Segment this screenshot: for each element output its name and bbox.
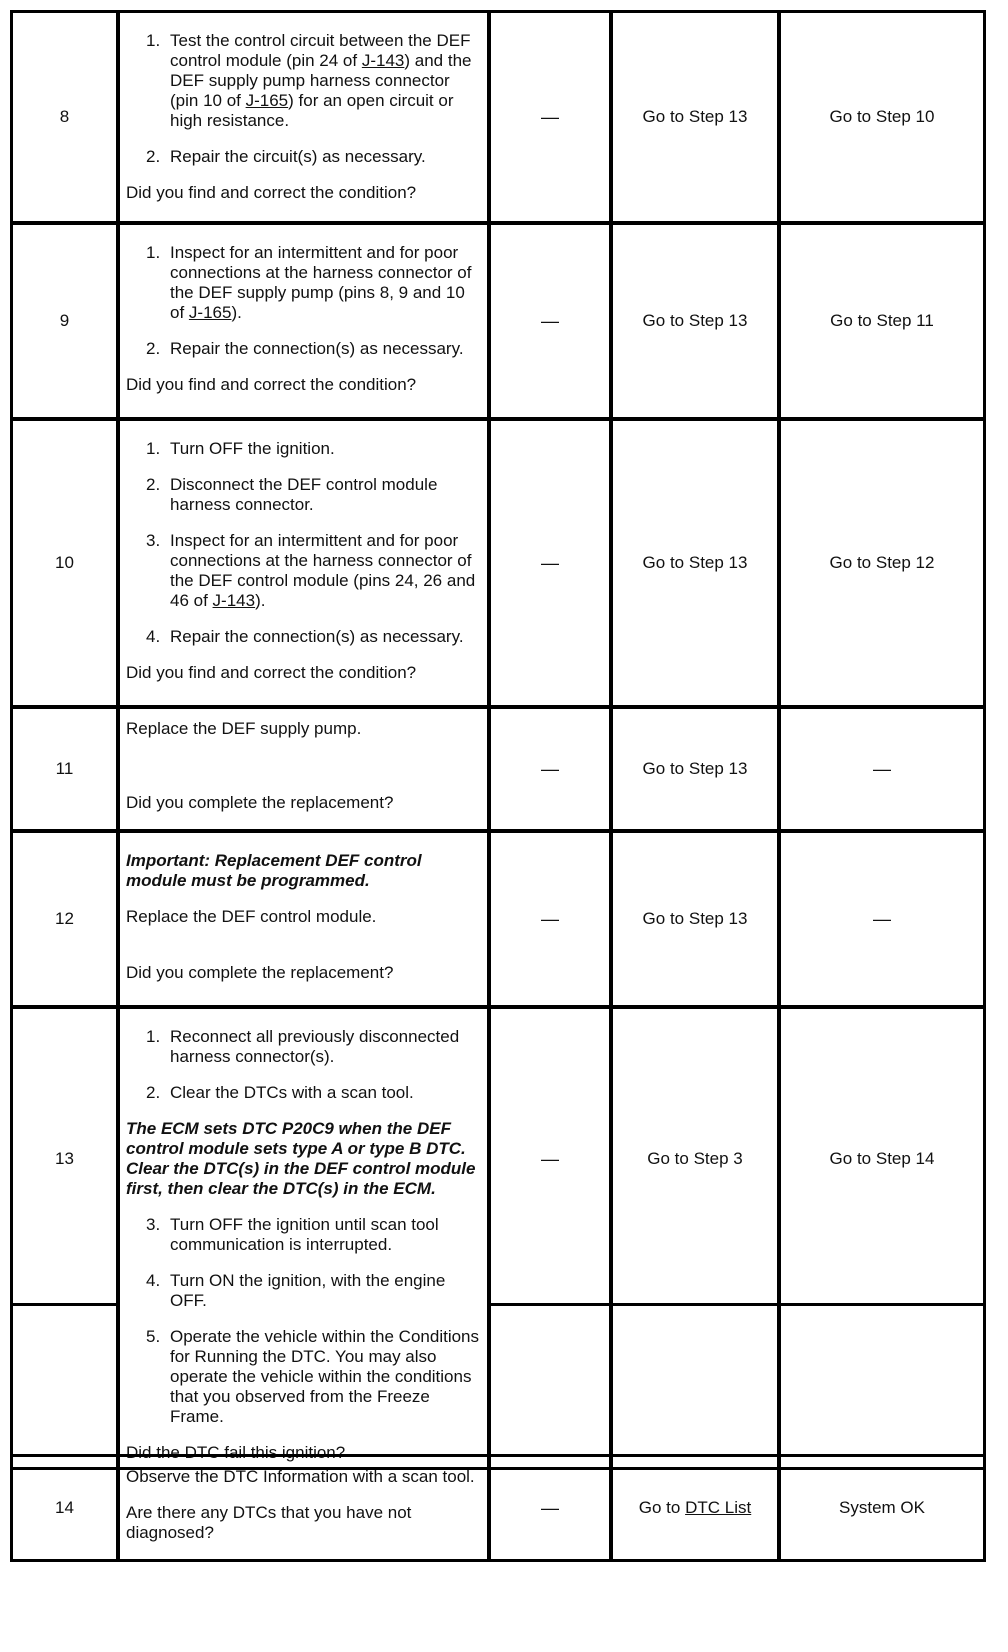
step-number: 9 <box>10 222 119 420</box>
action-cell <box>117 830 490 1008</box>
no-cell: Go to Step 10 <box>778 10 986 224</box>
yes-cell: Go to Step 13 <box>610 10 780 224</box>
question-text: Did you complete the replacement? <box>126 963 394 982</box>
table-row-step-10 <box>10 418 986 708</box>
row-split-line <box>10 1303 119 1306</box>
list-item: 1. Turn OFF the ignition. <box>146 439 335 458</box>
no-cell: System OK <box>778 1454 986 1562</box>
list-item: 2. Clear the DTCs with a scan tool. <box>146 1083 414 1102</box>
no-cell: Go to Step 14 <box>778 1006 986 1470</box>
list-item: 5. Operate the vehicle within the Conditions for Running the DTC. You may also operate the vehicle within the conditions that you observed from the Freeze Frame. <box>146 1327 480 1426</box>
value-cell: — <box>488 706 612 832</box>
dtc-list-link[interactable]: DTC List <box>685 1498 752 1517</box>
yes-cell: Go to Step 3 <box>610 1006 780 1470</box>
no-cell: Go to Step 11 <box>778 222 986 420</box>
action-cell <box>117 706 490 832</box>
question-text: Are there any DTCs that you have not diagnosed? <box>126 1503 412 1542</box>
yes-cell: Go to Step 13 <box>610 418 780 708</box>
ecm-note: The ECM sets DTC P20C9 when the DEF control module sets type A or type B DTC. Clear the DTC(s) in the DEF control module first, then clear the DTC(s) in the ECM. <box>126 1119 476 1198</box>
instruction-text: Replace the DEF control module. <box>126 907 377 926</box>
list-item: 2. Disconnect the DEF control module harness connector. <box>146 475 438 514</box>
connector-link-j165[interactable]: J-165 <box>188 303 232 322</box>
yes-cell: Go to Step 13 <box>610 830 780 1008</box>
row-split-line <box>488 1303 986 1306</box>
list-item: 4. Repair the connection(s) as necessary. <box>146 627 464 646</box>
yes-cell: Go to Step 13 <box>610 222 780 420</box>
value-cell: — <box>488 830 612 1008</box>
action-cell <box>117 1006 490 1470</box>
list-item: 3. Turn OFF the ignition until scan tool communication is interrupted. <box>146 1215 439 1254</box>
yes-cell: Go to Step 13 <box>610 706 780 832</box>
no-cell: Go to Step 12 <box>778 418 986 708</box>
connector-link-j143[interactable]: J-143 <box>212 591 256 610</box>
value-cell: — <box>488 1006 612 1470</box>
action-cell <box>117 418 490 708</box>
value-cell: — <box>488 10 612 224</box>
question-text: Did you complete the replacement? <box>126 793 394 812</box>
step-cell <box>10 1006 119 1470</box>
action-cell <box>117 1454 490 1562</box>
list-item: 2. Repair the circuit(s) as necessary. <box>146 147 426 166</box>
diagnostic-table <box>10 10 986 1646</box>
no-cell: — <box>778 830 986 1008</box>
important-note: Important: Replacement DEF control module must be programmed. <box>126 851 422 890</box>
table-row-step-9 <box>10 222 986 420</box>
table-row-step-12 <box>10 830 986 1008</box>
step-number: 8 <box>10 10 119 224</box>
yes-cell: Go to DTC List <box>610 1454 780 1562</box>
question-text: Did you find and correct the condition? <box>126 663 417 682</box>
connector-link-j143[interactable]: J-143 <box>361 51 405 70</box>
value-cell: — <box>488 418 612 708</box>
instruction-text: Replace the DEF supply pump. <box>126 719 362 738</box>
list-item: 4. Turn ON the ignition, with the engine OFF. <box>146 1271 446 1310</box>
value-cell: — <box>488 222 612 420</box>
list-item: 1. Inspect for an intermittent and for poor connections at the harness connector of the DEF supply pump (pins 8, 9 and 10 of J-165). <box>146 243 472 322</box>
list-item: 1. Reconnect all previously disconnected harness connector(s). <box>146 1027 460 1066</box>
table-row-step-11 <box>10 706 986 832</box>
step-number: 14 <box>10 1454 119 1562</box>
step-number: 13 <box>55 1149 74 1168</box>
step-number: 10 <box>10 418 119 708</box>
list-item: 1. Test the control circuit between the DEF control module (pin 24 of J-143) and the DEF supply pump harness connector (pin 10 of J-165) for an open circuit or high resistance. <box>146 31 472 130</box>
action-cell <box>117 10 490 224</box>
connector-link-j165[interactable]: J-165 <box>245 91 289 110</box>
list-item: 3. Inspect for an intermittent and for poor connections at the harness connector of the DEF control module (pins 24, 26 and 46 of J-143). <box>146 531 476 610</box>
action-cell <box>117 222 490 420</box>
step-number: 11 <box>10 706 119 832</box>
no-cell: — <box>778 706 986 832</box>
step-number: 12 <box>10 830 119 1008</box>
table-row-step-14 <box>10 1454 986 1562</box>
value-cell: — <box>488 1454 612 1562</box>
question-text: Did you find and correct the condition? <box>126 375 417 394</box>
question-text: Did the DTC fail this ignition? <box>126 1443 346 1462</box>
list-item: 2. Repair the connection(s) as necessary. <box>146 339 464 358</box>
table-row-step-8 <box>10 10 986 224</box>
question-text: Did you find and correct the condition? <box>126 183 417 202</box>
table-row-step-13 <box>10 1006 986 1470</box>
instruction-text: Observe the DTC Information with a scan tool. <box>126 1467 475 1486</box>
